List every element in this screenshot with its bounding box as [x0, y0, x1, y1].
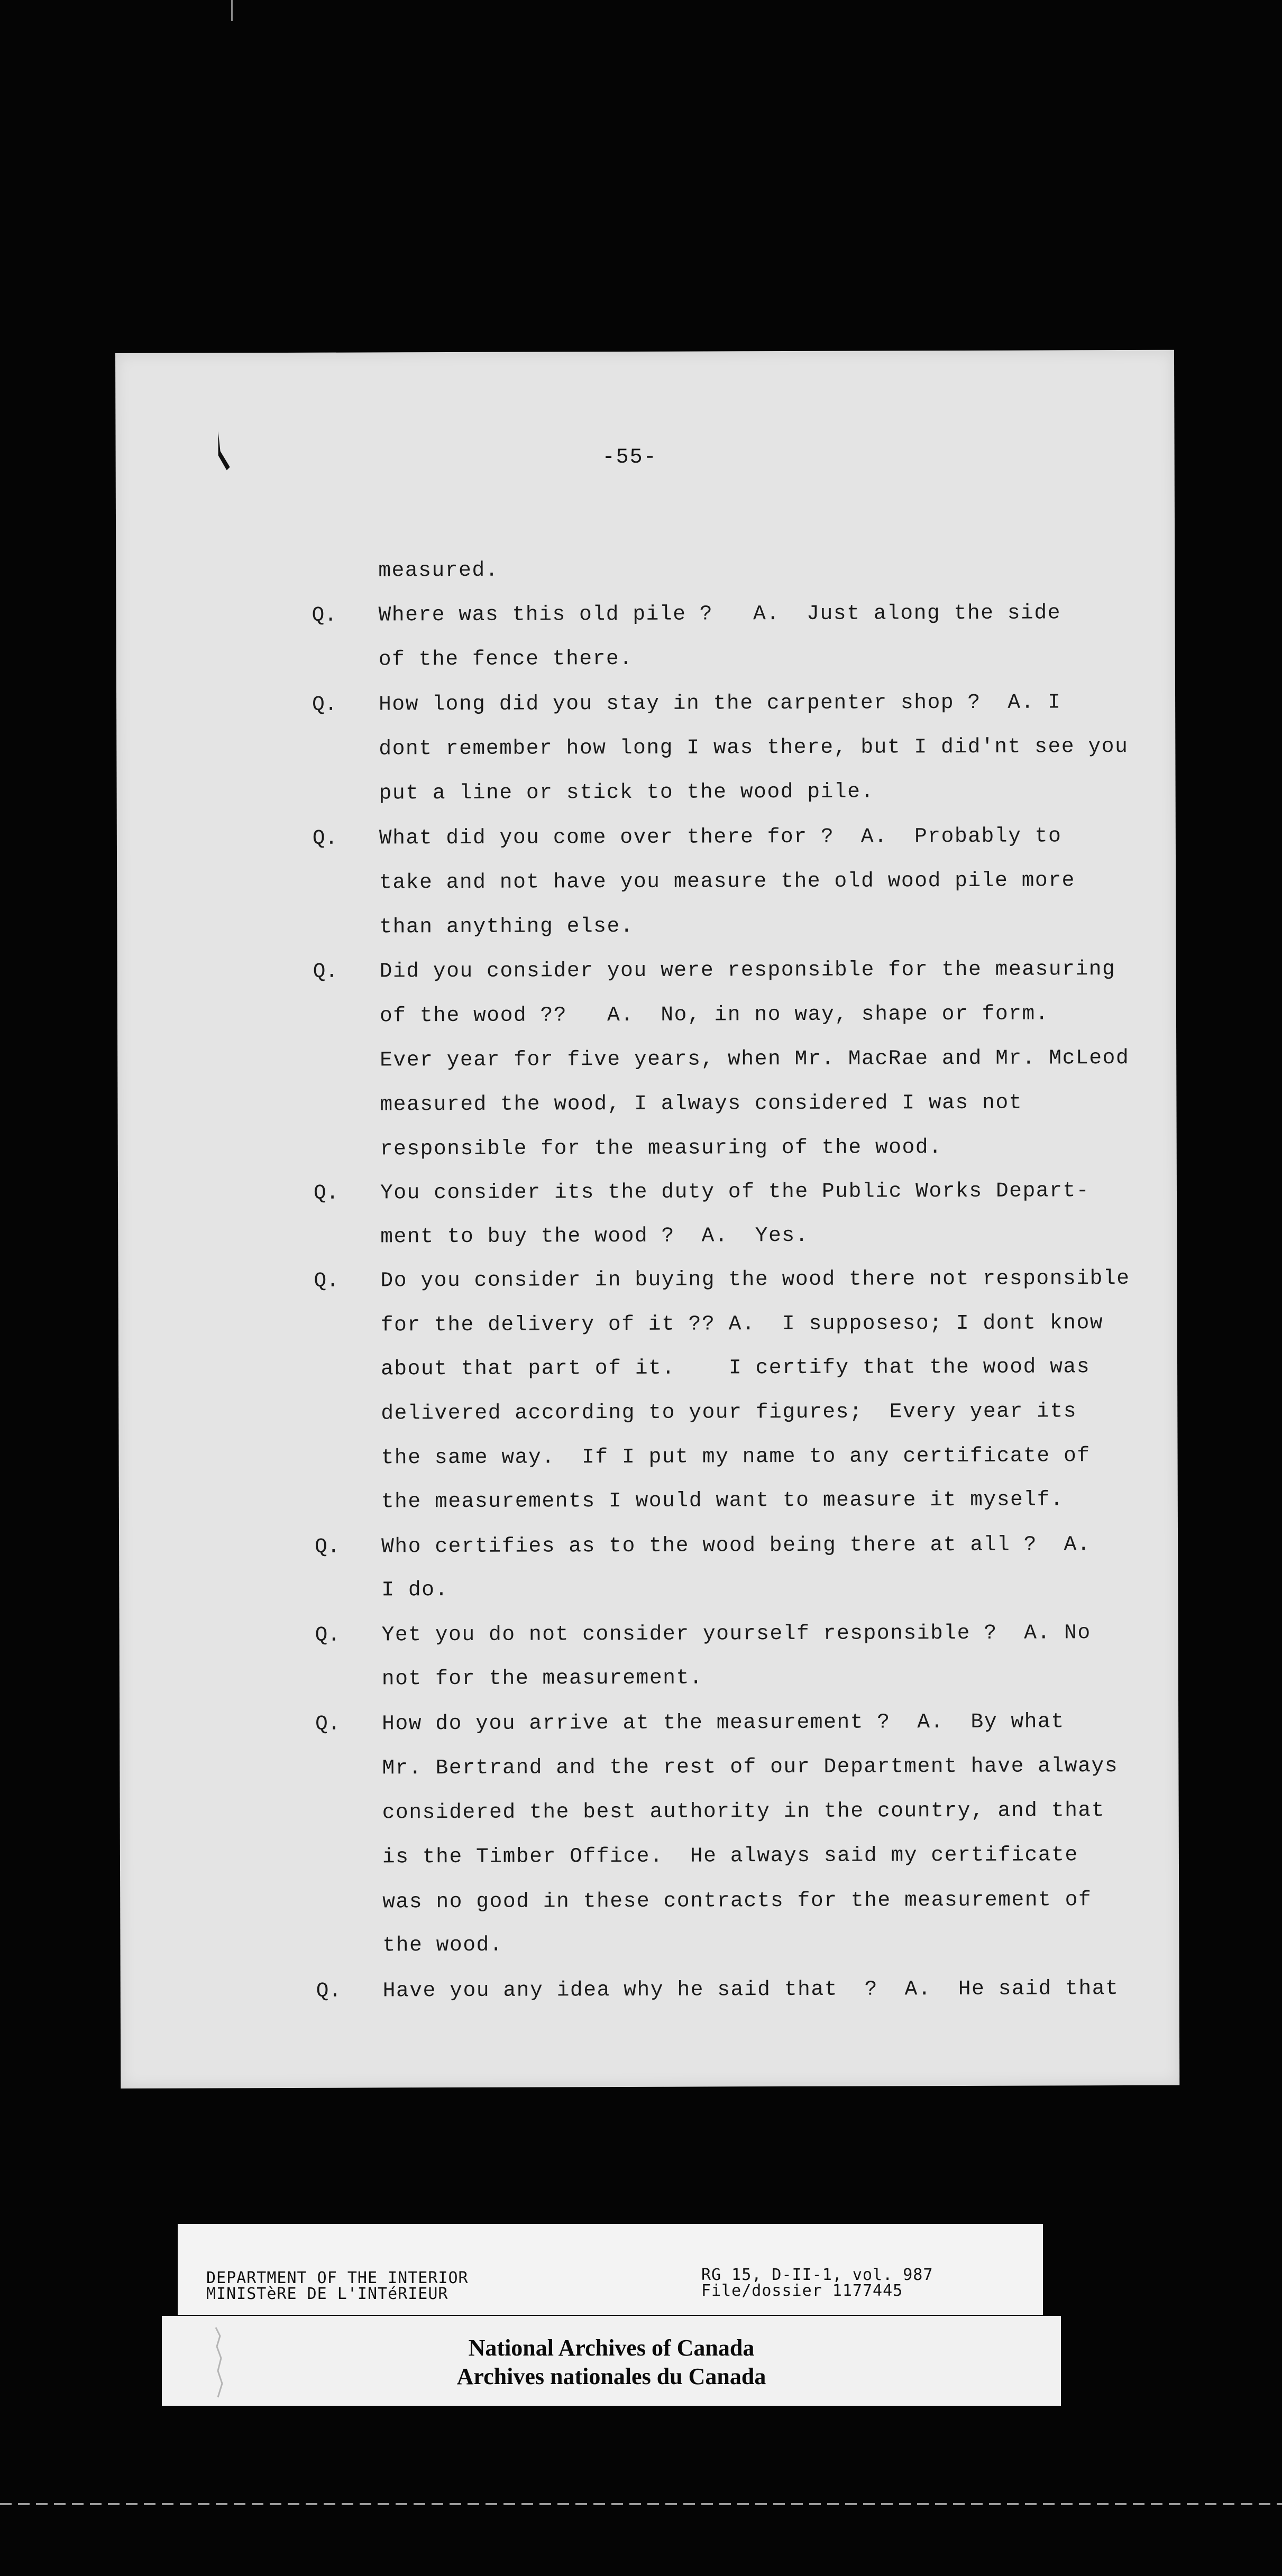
transcript-line: is the Timber Office. He always said my certificate [382, 1843, 1078, 1869]
question-marker: Q. [316, 1979, 342, 2003]
reference-label [178, 2224, 1043, 2315]
question-marker: Q. [314, 1268, 340, 1293]
transcript-line: take and not have you measure the old wood pile more [379, 868, 1076, 895]
question-marker: Q. [315, 1623, 341, 1647]
transcript-line: the wood. [382, 1933, 503, 1957]
transcript-line: about that part of it. I certify that the wood was [380, 1355, 1091, 1381]
record-group: RG 15, D-II-1, vol. 987 [701, 2266, 933, 2284]
question-marker: Q. [315, 1712, 341, 1736]
transcript-line: delivered according to your figures; Every year its [381, 1399, 1077, 1425]
department-label [206, 2270, 469, 2302]
transcript-line: considered the best authority in the country, and that [382, 1798, 1105, 1825]
question-marker: Q. [312, 692, 337, 716]
transcript-line: You consider its the duty of the Public Works Depart- [380, 1179, 1090, 1205]
page-number: -55- [602, 445, 657, 470]
transcript-line: Where was this old pile ? A. Just along the side [378, 601, 1061, 627]
transcript-line: the same way. If I put my name to any certificate of [381, 1443, 1091, 1470]
transcript-line: put a line or stick to the wood pile. [379, 779, 874, 805]
typed-page [115, 350, 1179, 2089]
question-marker: Q. [313, 959, 338, 983]
transcript-line: Ever year for five years, when Mr. MacRae and Mr. McLeod [380, 1045, 1130, 1072]
transcript-line: was no good in these contracts for the measurement of [382, 1888, 1092, 1914]
transcript-line: not for the measurement. [381, 1666, 703, 1691]
archive-banner [162, 2316, 1061, 2406]
file-reference [701, 2267, 933, 2299]
transcript-line: How do you arrive at the measurement ? A. By what [382, 1709, 1065, 1736]
transcript-line: of the fence there. [378, 646, 633, 671]
transcript-line: What did you come over there for ? A. Probably to [379, 824, 1062, 850]
archive-name [162, 2334, 1061, 2391]
transcript-line: responsible for the measuring of the wood. [380, 1135, 942, 1161]
transcript-line: of the wood ?? A. No, in no way, shape or form. [379, 1001, 1049, 1028]
transcript-line: I do. [381, 1578, 448, 1602]
transcript-line: Do you consider in buying the wood there not responsible [380, 1266, 1130, 1293]
question-marker: Q. [315, 1534, 340, 1559]
transcript-line: Who certifies as to the wood being there at all ? A. [381, 1532, 1091, 1559]
transcript-line: the measurements I would want to measure it myself. [381, 1487, 1064, 1514]
archive-name-en: National Archives of Canada [468, 2335, 755, 2361]
question-marker: Q. [313, 1181, 339, 1205]
transcript-line: Mr. Bertrand and the rest of our Department have always [382, 1754, 1119, 1780]
transcript-line: How long did you stay in the carpenter shop ? A. I [379, 690, 1061, 716]
film-bottom-edge [0, 2503, 1282, 2505]
transcript-line: measured. [378, 558, 499, 583]
transcript-line: measured the wood, I always considered I was not [380, 1090, 1023, 1117]
department-en: DEPARTMENT OF THE INTERIOR [206, 2269, 469, 2287]
transcript-line: Did you consider you were responsible for the measuring [379, 957, 1116, 983]
question-marker: Q. [312, 826, 338, 850]
film-edge-mark [231, 0, 233, 21]
transcript-line: Yet you do not consider yourself responsible ? A. No [381, 1621, 1091, 1647]
transcript-body [115, 350, 1179, 2089]
transcript-line: dont remember how long I was there, but I did'nt see you [379, 734, 1129, 761]
archive-name-fr: Archives nationales du Canada [456, 2363, 766, 2389]
transcript-line: Have you any idea why he said that ? A. He said that [382, 1976, 1119, 2003]
transcript-line: ment to buy the wood ? A. Yes. [380, 1223, 809, 1249]
transcript-line: for the delivery of it ?? A. I supposeso; I dont know [380, 1311, 1104, 1337]
department-fr: MINISTèRE DE L'INTéRIEUR [206, 2285, 448, 2303]
question-marker: Q. [312, 603, 337, 627]
file-number: File/dossier 1177445 [701, 2281, 903, 2300]
transcript-line: than anything else. [379, 914, 634, 939]
